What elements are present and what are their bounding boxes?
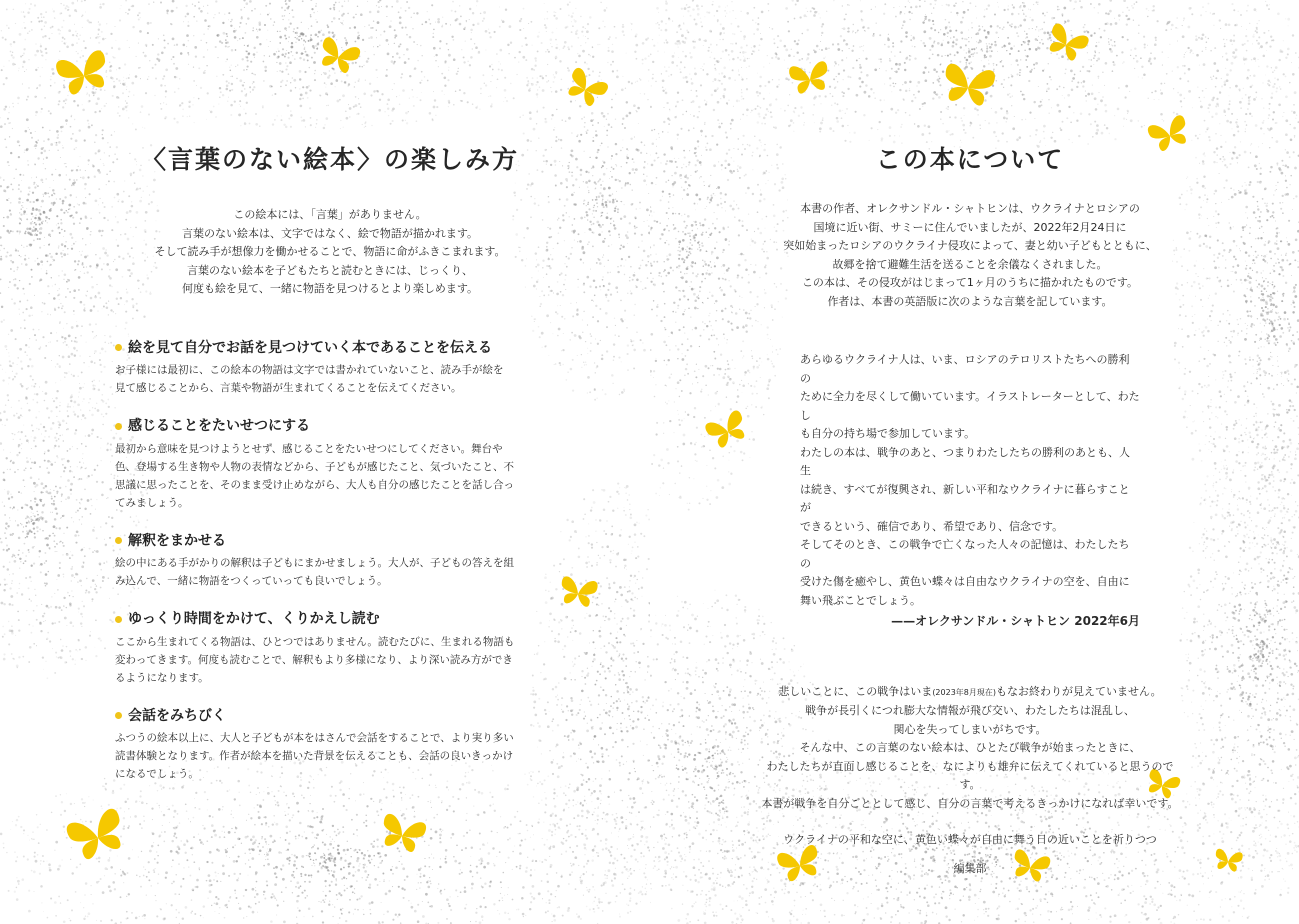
bullet-dot — [115, 712, 122, 719]
body-line: お子様には最初に、この絵本の物語は文字では書かれていないこと、読み手が絵を — [115, 364, 504, 376]
butterfly-icon — [1213, 848, 1243, 872]
section — [115, 707, 545, 784]
closing-line: わたしたちが直面し感じることを、なによりも雄弁に伝えてくれていると思うのです。 — [766, 759, 1174, 791]
section — [115, 532, 545, 591]
editor-note — [760, 683, 1180, 879]
closing-line — [760, 683, 1180, 703]
intro-line: この絵本には、「言葉」がありません。 — [233, 208, 427, 221]
right-content — [760, 140, 1180, 878]
section-heading-text: 解釈をまかせる — [128, 532, 226, 549]
butterfly-icon — [558, 576, 598, 608]
butterfly-icon — [55, 49, 112, 97]
section-heading-text: 絵を見て自分でお話を見つけていく本であることを伝える — [128, 339, 492, 356]
section-heading — [115, 610, 545, 629]
quote-line: そしてそのとき、この戦争で亡くなった人々の記憶は、わたしたちの — [800, 538, 1130, 570]
butterfly-icon — [941, 63, 996, 108]
wish-line: ウクライナの平和な空に、黄色い蝶々が自由に舞う日の近いことを祈りつつ — [783, 833, 1157, 846]
butterfly-icon — [378, 813, 428, 855]
section-heading-text: ゆっくり時間をかけて、くりかえし読む — [128, 611, 380, 627]
quote-line: できるという、確信であり、希望であり、信念です。 — [800, 519, 1064, 533]
section-body — [115, 633, 545, 687]
bullet-dot — [115, 344, 122, 351]
quote-line: あらゆるウクライナ人は、いま、ロシアのテロリストたちへの勝利の — [800, 353, 1130, 385]
section-heading-text: 会話をみちびく — [128, 707, 226, 724]
intro-line: 作者は、本書の英語版に次のような言葉を記しています。 — [827, 294, 1113, 308]
body-line: てみましょう。 — [115, 496, 189, 509]
body-line: ここから生まれてくる物語は、ひとつではありません。読むたびに、生まれる物語も — [115, 635, 515, 648]
body-line: 変わってきます。何度も読むことで、解釈もより多様になり、より深い読み方ができ — [115, 653, 513, 666]
section-heading-text: 感じることをたいせつにする — [128, 418, 310, 434]
intro-line: 何度も絵を見て、一緒に物語を見つけるとより楽しめます。 — [182, 282, 478, 295]
closing-line: 本書が戦争を自分ごととして感じ、自分の言葉で考えるきっかけになれば幸いです。 — [761, 796, 1179, 810]
body-line: 読書体験となります。作者が絵本を描いた背景を伝えることも、会話の良いきっかけ — [115, 750, 514, 762]
quote-line: 受けた傷を癒やし、黄色い蝶々は自由なウクライナの空を、自由に — [800, 575, 1130, 588]
page-title: 〈言葉のない絵本〉の楽しみ方 — [140, 145, 519, 174]
left-content — [115, 140, 545, 783]
bullet-dot — [115, 616, 122, 623]
body-line: み込んで、一緒に物語をつくっていっても良いでしょう。 — [115, 575, 388, 587]
bullet-dot — [115, 537, 122, 544]
body-line: るようになります。 — [115, 671, 209, 684]
intro-line: 言葉のない絵本は、文字ではなく、絵で物語が描かれます。 — [182, 226, 478, 240]
quote-line: も自分の持ち場で参加しています。 — [800, 427, 976, 440]
butterfly-icon — [704, 409, 751, 451]
section-body — [115, 440, 545, 512]
bullet-dot — [115, 423, 122, 430]
section-body — [115, 729, 545, 783]
butterfly-icon — [562, 66, 609, 110]
body-line: 思議に思ったことを、そのまま受け止めながら、大人も自分の感じたことを話し合っ — [115, 478, 514, 491]
body-line: 最初から意味を見つけようとせず、感じることをたいせつにしてください。舞台や — [115, 442, 503, 455]
intro-line: 言葉のない絵本を子どもたちと読むときには、じっくり、 — [187, 263, 473, 277]
butterfly-icon — [788, 60, 831, 95]
closing-text: もなお終わりが見えていません。 — [996, 684, 1162, 698]
body-line: 見て感じることから、言葉や物語が生まれてくることを伝えてください。 — [115, 382, 462, 394]
intro-line: 本書の作者、オレクサンドル・シャトヒンは、ウクライナとロシアの — [800, 202, 1140, 215]
section-heading — [115, 417, 545, 436]
body-line: になるでしょう。 — [115, 768, 199, 780]
section — [115, 339, 545, 398]
butterfly-icon — [1044, 22, 1091, 64]
closing-line: 関心を失ってしまいがちです。 — [893, 722, 1047, 736]
butterfly-icon — [316, 36, 362, 76]
body-line: 絵の中にある手がかりの解釈は子どもにまかせましょう。大人が、子どもの答えを組 — [115, 557, 514, 569]
section-body — [115, 554, 545, 590]
section-heading — [115, 707, 545, 726]
closing-line: そんな中、この言葉のない絵本は、ひとたび戦争が始まったときに、 — [799, 741, 1141, 754]
quote-line: わたしの本は、戦争のあと、つまりわたしたちの勝利のあとも、人生 — [800, 445, 1130, 477]
intro-line: 突如始まったロシアのウクライナ侵攻によって、妻と幼い子どもとともに、 — [783, 239, 1157, 252]
closing-line: 戦争が長引くにつれ膨大な情報が飛び交い、わたしたちは混乱し、 — [805, 704, 1135, 717]
editor-name: 編集部 — [953, 861, 987, 875]
section-body — [115, 361, 545, 397]
intro-text — [760, 200, 1180, 311]
body-line: 色、登場する生き物や人物の表情などから、子どもが感じたこと、気づいたこと、不 — [115, 460, 514, 473]
author-signature: ——オレクサンドル・シャトヒン 2022年6月 — [891, 614, 1140, 628]
quote-line: ために全力を尽くして働いています。イラストレーターとして、わたし — [800, 390, 1140, 422]
section — [115, 610, 545, 687]
page-title: この本について — [875, 145, 1065, 174]
quote-line: は続き、すべてが復興され、新しい平和なウクライナに暮らすことが — [800, 482, 1130, 514]
date-note: (2023年8月現在) — [932, 687, 997, 697]
intro-line: 国境に近い街、サミーに住んでいましたが、2022年2月24日に — [813, 220, 1127, 234]
closing-text: 悲しいことに、この戦争はいま — [778, 684, 933, 698]
intro-line: この本は、その侵攻がはじまって1ヶ月のうちに描かれたものです。 — [801, 276, 1139, 289]
section-heading — [115, 339, 545, 358]
author-quote — [800, 351, 1140, 631]
section — [115, 417, 545, 512]
quote-line: 舞い飛ぶことでしょう。 — [800, 593, 921, 607]
butterfly-icon — [65, 807, 129, 863]
intro-text — [115, 206, 545, 299]
intro-line: 故郷を捨て避難生活を送ることを余儀なくされました。 — [832, 257, 1108, 271]
right-page — [650, 0, 1299, 924]
section-heading — [115, 532, 545, 551]
intro-line: そして読み手が想像力を働かせることで、物語に命がふきこまれます。 — [154, 245, 506, 258]
body-line: ふつうの絵本以上に、大人と子どもが本をはさんで会話をすることで、より実り多い — [115, 732, 514, 744]
